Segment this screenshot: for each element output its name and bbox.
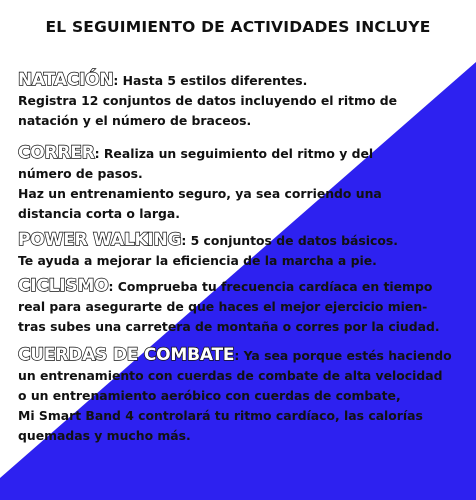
section-text-line: quemadas y mucho más.	[18, 428, 191, 443]
section-heading-natacion: NATACIÓN	[18, 70, 114, 90]
section-text-line: real para asegurarte de que haces el mejor ejercicio mien-	[18, 299, 428, 314]
section-first-line	[18, 230, 470, 251]
section-text-line: o un entrenamiento aeróbico con cuerdas de combate,	[18, 388, 401, 403]
section-text-line: un entrenamiento con cuerdas de combate de alta velocidad	[18, 368, 443, 383]
section-text-line: : Hasta 5 estilos diferentes.	[113, 73, 308, 88]
section-text-line: : 5 conjuntos de datos básicos.	[181, 233, 398, 248]
section-text-line: Mi Smart Band 4 controlará tu ritmo cardíaco, las calorías	[18, 408, 423, 423]
section-first-line	[18, 143, 470, 164]
section-text-line: Registra 12 conjuntos de datos incluyendo el ritmo de	[18, 93, 398, 108]
section-correr	[18, 143, 470, 224]
section-heading-correr: CORRER	[18, 143, 95, 163]
section-text-line: Te ayuda a mejorar la eficiencia de la marcha a pie.	[18, 253, 377, 268]
section-text-line: : Ya sea porque estés haciendo	[234, 348, 452, 363]
section-first-line	[18, 345, 470, 366]
section-first-line	[18, 276, 470, 297]
section-power-walking	[18, 230, 470, 271]
page-title: EL SEGUIMIENTO DE ACTIVIDADES INCLUYE	[45, 18, 431, 36]
section-text-line: natación y el número de braceos.	[18, 113, 252, 128]
section-text-line: tras subes una carretera de montaña o corres por la ciudad.	[18, 319, 440, 334]
section-text-line: distancia corta o larga.	[18, 206, 180, 221]
section-first-line	[18, 70, 470, 91]
section-text-line: : Realiza un seguimiento del ritmo y del	[94, 146, 374, 161]
section-cuerdas-de-combate	[18, 345, 470, 446]
section-heading-ciclismo: CICLISMO	[18, 276, 109, 296]
section-heading-power-walking: POWER WALKING	[18, 230, 182, 250]
section-ciclismo	[18, 276, 470, 337]
section-text-line: Haz un entrenamiento seguro, ya sea corriendo una	[18, 186, 382, 201]
section-text-line: número de pasos.	[18, 166, 143, 181]
section-heading-cuerdas-de-combate: CUERDAS DE COMBATE	[18, 345, 235, 365]
section-natacion	[18, 70, 470, 131]
section-text-line: : Comprueba tu frecuencia cardíaca en tiempo	[108, 279, 433, 294]
